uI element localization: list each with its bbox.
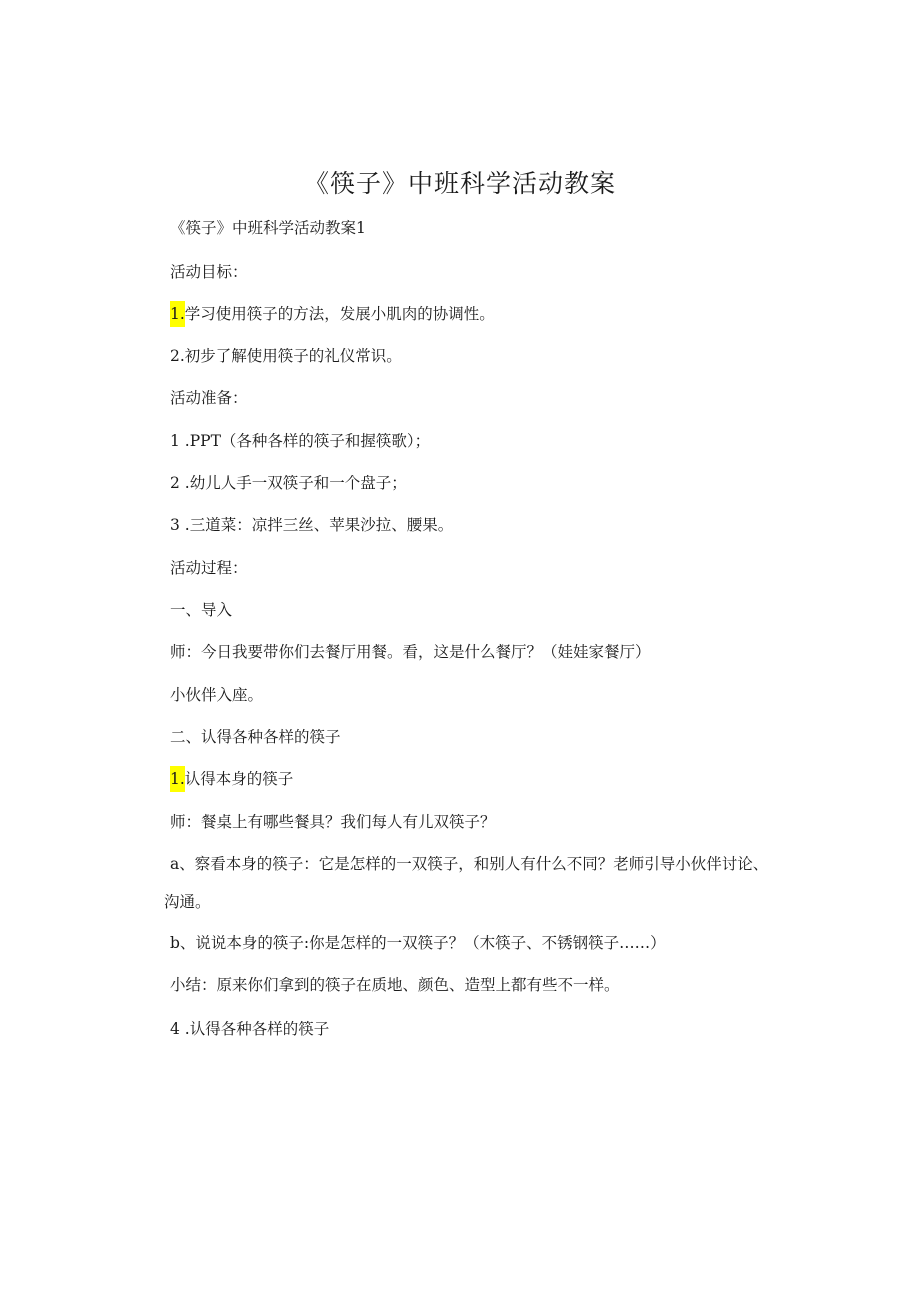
goal-item-1 bbox=[170, 302, 495, 326]
highlighted-number: 1. bbox=[170, 766, 185, 792]
paragraph-describe: b、说说本身的筷子:你是怎样的一双筷子？（木筷子、不锈钢筷子……） bbox=[170, 934, 666, 952]
sub-step-own-chopsticks-text: 认得本身的筷子 bbox=[184, 770, 294, 788]
prep-item-2: 2 .幼儿人手一双筷子和一个盘子； bbox=[170, 474, 407, 492]
section-heading-goals: 活动目标： bbox=[170, 263, 248, 281]
prep-item-3: 3 .三道菜：凉拌三丝、苹果沙拉、腰果。 bbox=[170, 516, 454, 534]
highlighted-number: 1. bbox=[170, 301, 185, 327]
step-heading-intro: 一、导入 bbox=[170, 601, 233, 619]
section-heading-process: 活动过程： bbox=[170, 559, 248, 577]
sub-step-various-chopsticks: 4 .认得各种各样的筷子 bbox=[170, 1020, 330, 1038]
paragraph-teacher-question: 师：餐桌上有哪些餐具？我们每人有儿双筷子？ bbox=[170, 813, 496, 831]
step-heading-chopsticks: 二、认得各种各样的筷子 bbox=[170, 728, 341, 746]
paragraph-seating: 小伙伴入座。 bbox=[170, 686, 264, 704]
prep-item-1: 1 .PPT（各种各样的筷子和握筷歌）； bbox=[170, 432, 431, 450]
section-heading-preparation: 活动准备： bbox=[170, 389, 248, 407]
document-title: 《筷子》中班科学活动教案 bbox=[303, 169, 616, 198]
goal-item-2: 2.初步了解使用筷子的礼仪常识。 bbox=[170, 347, 402, 365]
subtitle: 《筷子》中班科学活动教案1 bbox=[170, 219, 366, 237]
paragraph-teacher-intro: 师：今日我要带你们去餐厅用餐。看，这是什么餐厅？（娃娃家餐厅） bbox=[170, 643, 651, 661]
sub-step-own-chopsticks bbox=[170, 767, 293, 791]
paragraph-summary: 小结：原来你们拿到的筷子在质地、颜色、造型上都有些不一样。 bbox=[170, 976, 620, 994]
paragraph-observe: a、察看本身的筷子：它是怎样的一双筷子，和别人有什么不同？老师引导小伙伴讨论、沟通。 bbox=[164, 855, 769, 911]
goal-item-1-text: 学习使用筷子的方法，发展小肌肉的协调性。 bbox=[184, 305, 495, 323]
